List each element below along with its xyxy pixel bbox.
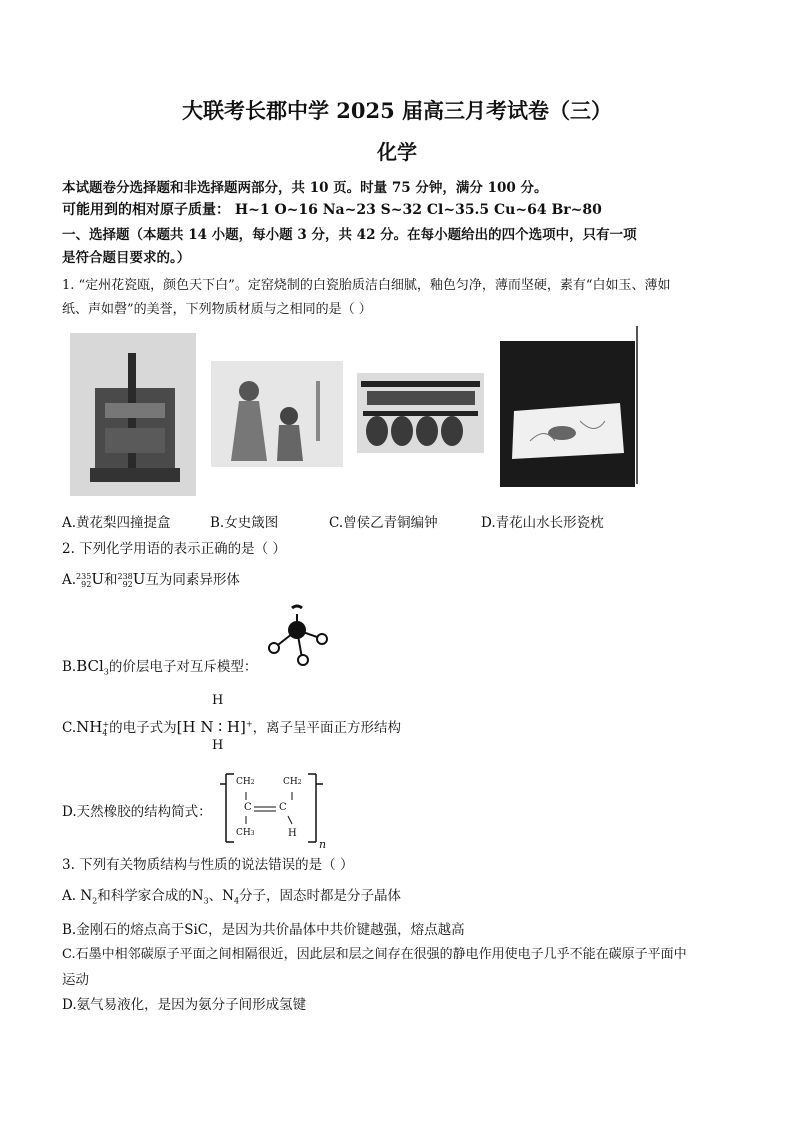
q3-option-c-line-1: C.石墨中相邻碳原子平面之间相隔很近，因此层和层之间存在很强的静电作用使电子几乎不能在碳原子平面中	[62, 947, 687, 962]
rubber-ch2-right: CH2	[283, 777, 302, 787]
q2-c-bottom-h: H	[212, 738, 224, 753]
q3-option-a: A. $N_2$和科学家合成的$N_3$、$N_4$分子，固态时都是分子晶体	[62, 888, 402, 906]
q3-option-b: B.金刚石的熔点高于SiC，是因为共价晶体中共价键越强，熔点越高	[62, 922, 465, 938]
wooden-box-illustration	[70, 333, 196, 496]
photo-border-line	[636, 326, 638, 484]
rubber-h: H	[288, 828, 297, 839]
q2-stem: 2. 下列化学用语的表示正确的是（ ）	[62, 541, 286, 557]
rubber-n: n	[319, 838, 327, 851]
section-heading-2: 是符合题目要求的。）	[62, 250, 191, 266]
q1-stem-line-1: 1. “定州花瓷瓯，颜色天下白”。定窑烧制的白瓷胎质洁白细腻，釉色匀净，薄而坚硬，素有“白如玉、薄如	[62, 278, 671, 293]
intro-line-1: 本试题卷分选择题和非选择题两部分，共 10 页。时量 75 分钟，满分 100 分。	[62, 180, 548, 196]
rubber-ch3: CH3	[236, 828, 255, 838]
photo-bronze-bells	[357, 373, 484, 453]
q3-stem: 3. 下列有关物质结构与性质的说法错误的是（ ）	[62, 857, 354, 873]
q1-option-d: D.青花山水长形瓷枕	[481, 515, 604, 531]
q3-option-d: D.氨气易液化，是因为氨分子间形成氢键	[62, 997, 307, 1013]
painting-illustration	[211, 361, 343, 467]
q1-option-c: C.曾侯乙青铜编钟	[329, 515, 438, 531]
exam-title: 大联考长郡中学 2025 届高三月考试卷（三）	[181, 98, 613, 123]
q1-stem-line-2: 纸、声如磬”的美誉，下列物质材质与之相同的是（ ）	[62, 302, 372, 317]
q1-option-a: A.黄花梨四撞提盒	[62, 515, 171, 531]
rubber-c2: C	[279, 802, 287, 813]
q2-option-d: D.天然橡胶的结构简式：	[62, 804, 212, 820]
q2-c-top-h: H	[212, 693, 224, 708]
q2-option-b: B.BCl$_3$的价层电子对互斥模型：	[62, 657, 258, 677]
q1-option-b: B.女史箴图	[210, 515, 279, 531]
subject-title: 化学	[377, 140, 417, 164]
q2-option-c: $C.NH_4^+$的电子式为[H N ∶ H]+，离子呈平面正方形结构	[62, 718, 402, 738]
bcl3-vsepr-model-icon	[262, 602, 337, 672]
section-heading-1: 一、选择题（本题共 14 小题，每小题 3 分，共 42 分。在每小题给出的四个选项中，只有一项	[62, 227, 637, 243]
pillow-illustration	[500, 341, 635, 487]
bells-illustration	[357, 373, 484, 453]
photo-porcelain-pillow	[500, 341, 635, 487]
photo-wooden-box	[70, 333, 196, 496]
photo-scroll-painting	[211, 361, 343, 467]
rubber-ch2-left: CH2	[236, 777, 255, 787]
intro-atomic-masses: 可能用到的相对原子质量： H~1 O~16 Na~23 S~32 Cl~35.5 Cu~64 Br~80	[62, 202, 602, 218]
q2-option-a: A.235 92U和238 92U互为同素异形体	[62, 570, 240, 589]
rubber-c1: C	[244, 802, 252, 813]
q3-option-c-line-2: 运动	[62, 972, 89, 988]
